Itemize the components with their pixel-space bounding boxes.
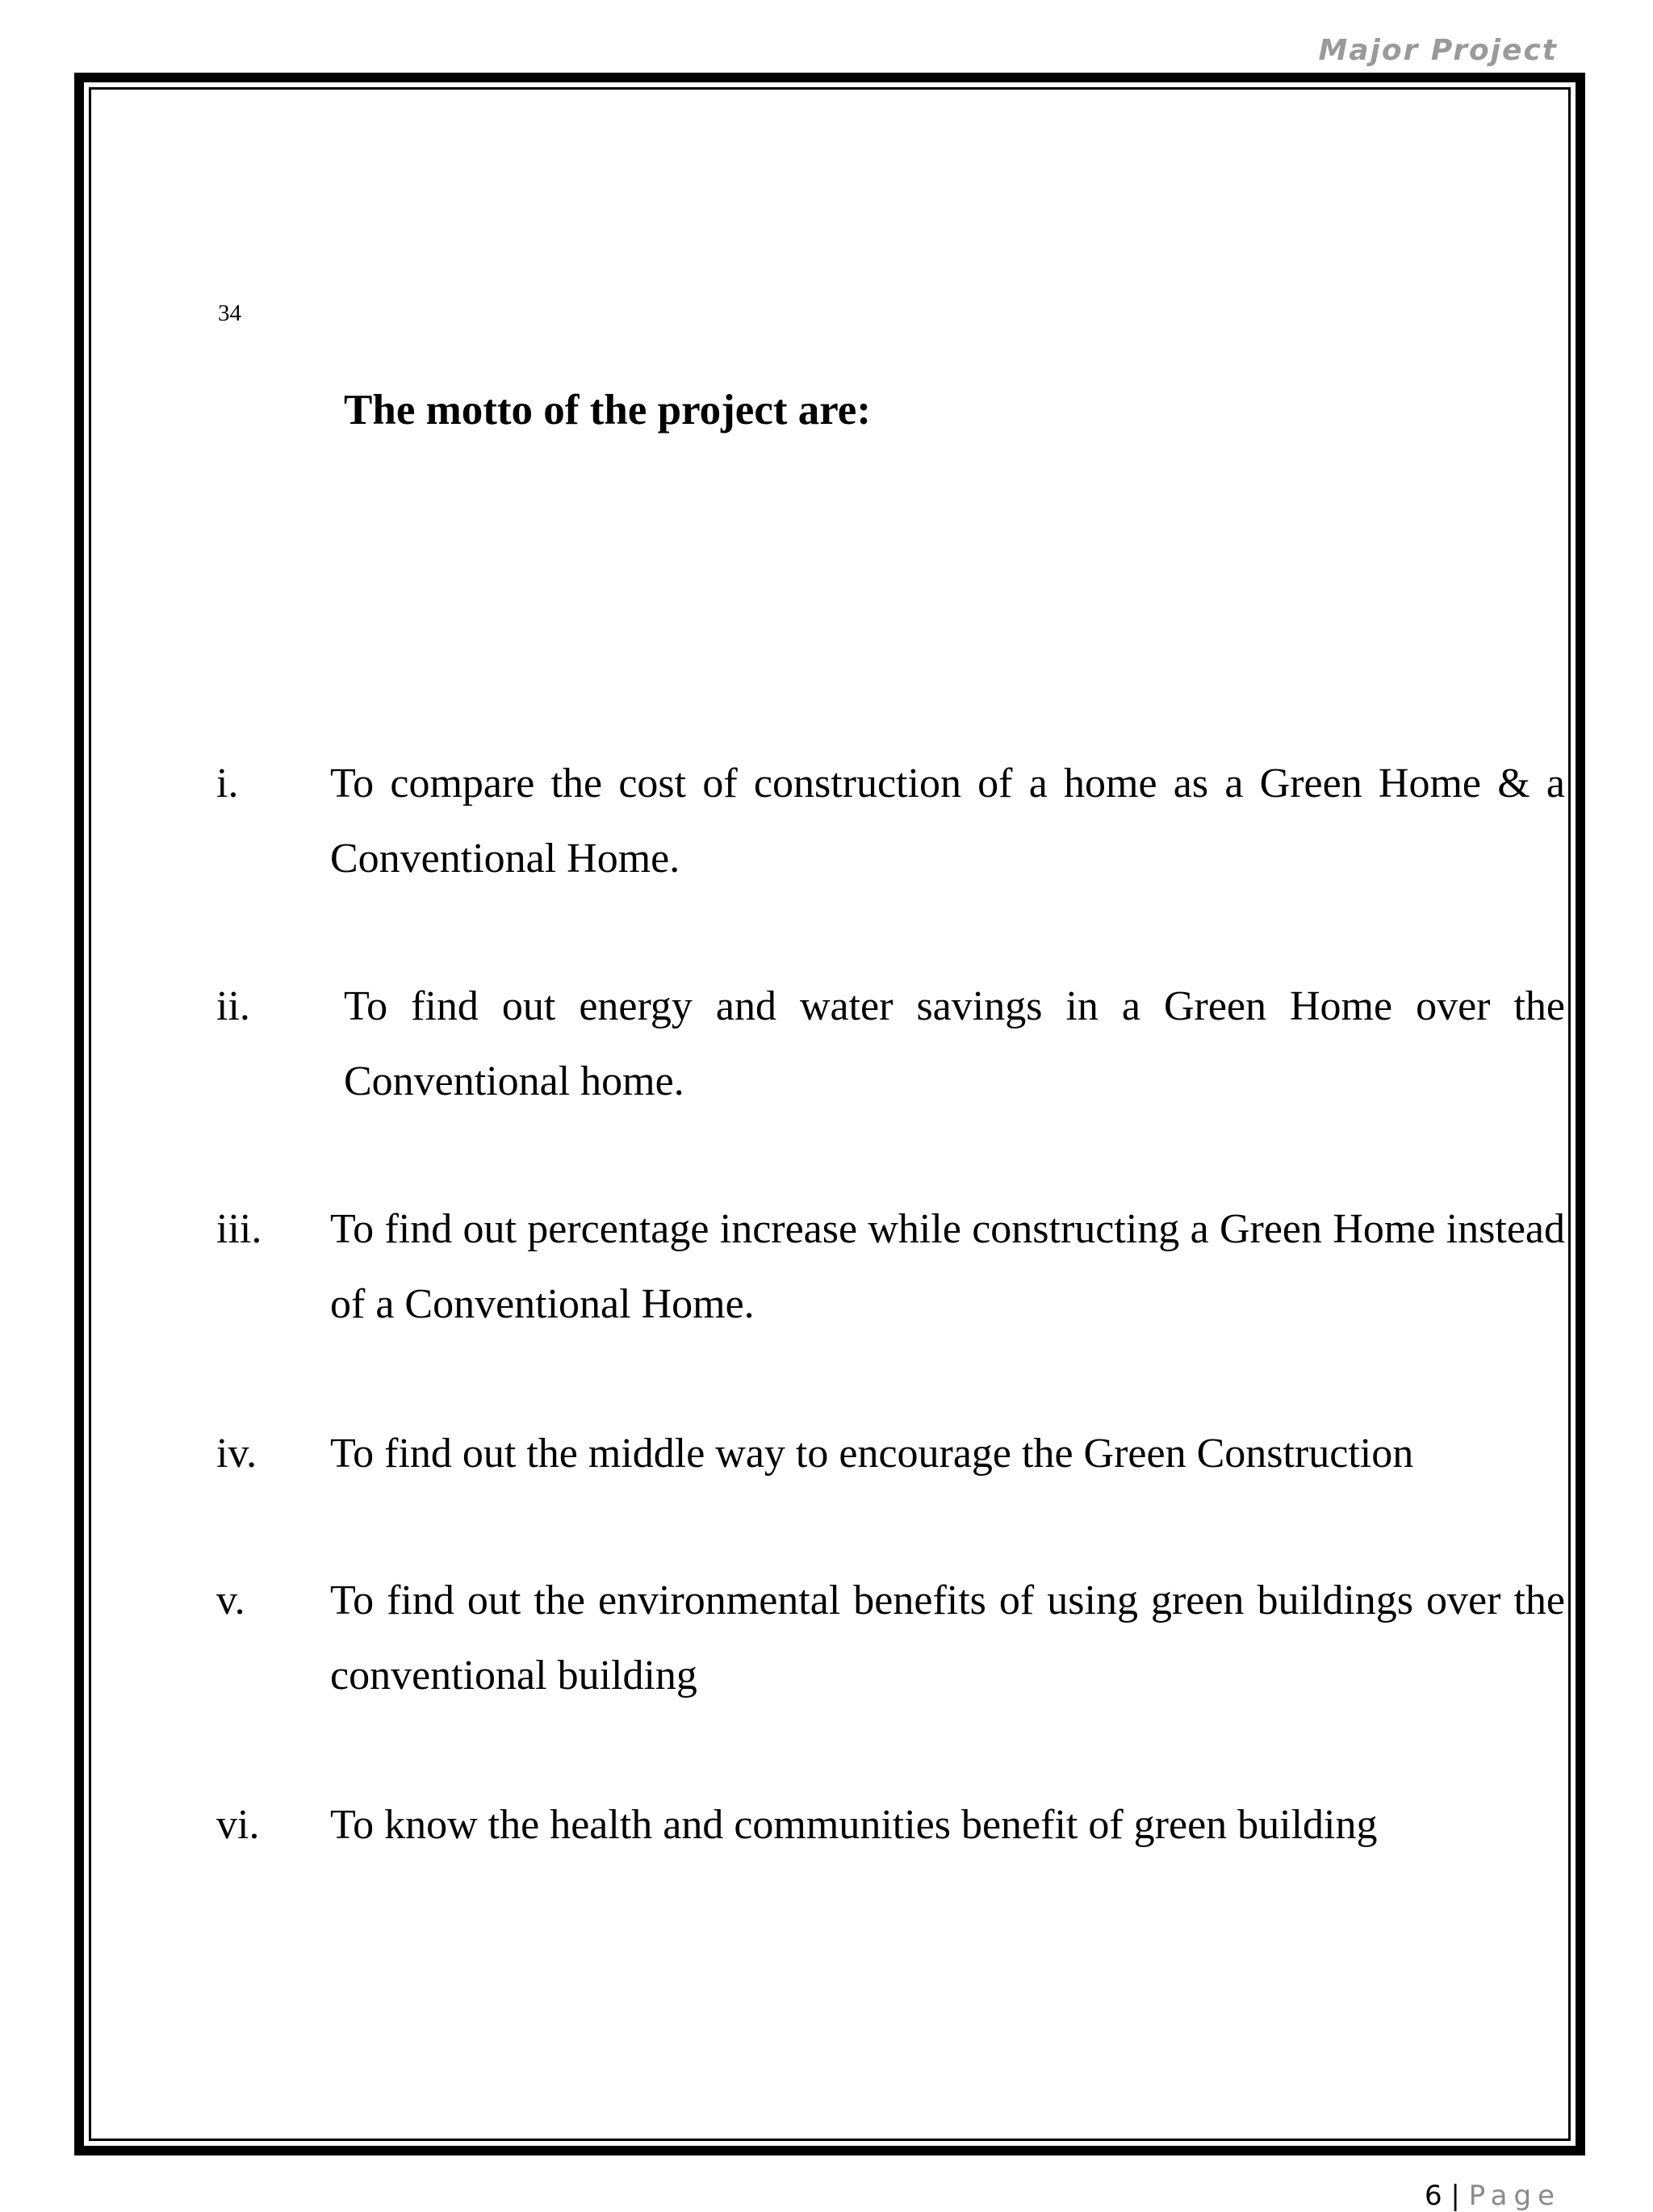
objective-text: To find out the environmental benefits of using green buildings over the conventional building — [330, 1577, 1565, 1699]
objective-numeral: ii. — [216, 983, 250, 1029]
running-header: Major Project — [1318, 34, 1558, 67]
footer-page-word: Page — [1468, 2180, 1561, 2212]
objective-numeral: vi. — [216, 1802, 260, 1848]
objective-text: To compare the cost of construction of a home as a Green Home & a Conventional Home. — [330, 760, 1565, 882]
objective-text: To find out energy and water savings in a Green Home over the Conventional home. — [344, 983, 1565, 1104]
objective-numeral: iii. — [216, 1206, 262, 1252]
section-heading: The motto of the project are: — [344, 387, 871, 434]
footer-separator: | — [1450, 2180, 1460, 2212]
footer-page-number: 6 — [1424, 2180, 1442, 2212]
objective-text: To know the health and communities benefit of green building — [330, 1802, 1378, 1848]
page-footer — [1425, 2180, 1561, 2212]
page-label: 34 — [218, 300, 241, 326]
objective-text: To find out percentage increase while constructing a Green Home instead of a Conventional Home. — [330, 1206, 1565, 1327]
objective-text: To find out the middle way to encourage the Green Construction — [330, 1431, 1414, 1477]
objective-numeral: iv. — [216, 1431, 257, 1477]
objective-numeral: i. — [216, 760, 239, 806]
objective-numeral: v. — [216, 1577, 245, 1623]
